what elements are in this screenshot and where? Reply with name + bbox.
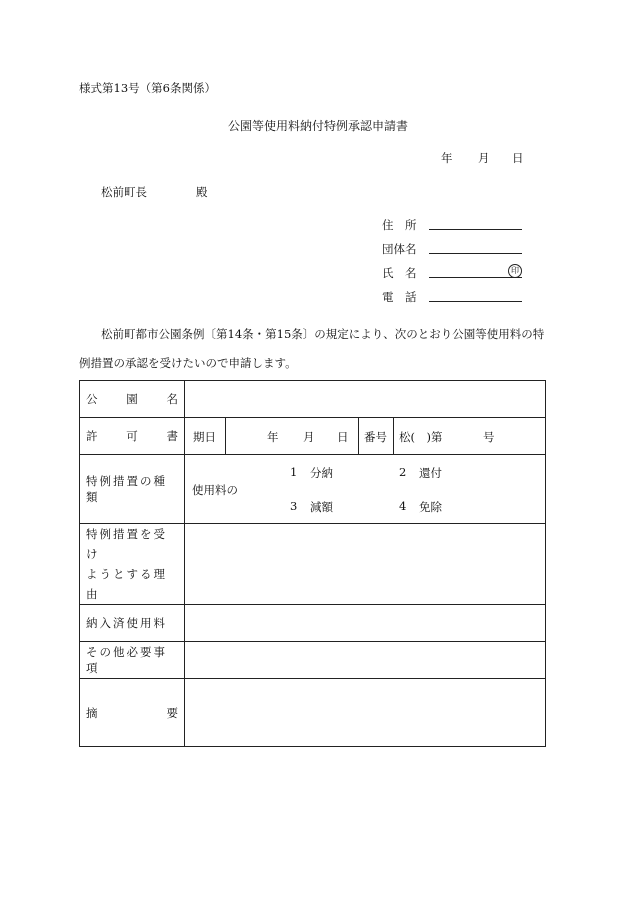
permit-month-label: 月 xyxy=(303,430,315,444)
date-month-label: 月 xyxy=(478,151,490,165)
option-installment[interactable]: 分納 xyxy=(310,466,333,480)
form-number: 様式第13号（第6条関係） xyxy=(79,81,216,95)
option-number: 2 xyxy=(399,465,407,479)
reason-label-line2: ようとする理由 xyxy=(86,567,167,601)
special-type-cell xyxy=(185,455,546,524)
other-label: その他必要事項 xyxy=(80,642,185,679)
name-label: 氏 名 xyxy=(382,266,417,280)
permit-number-prefix: 松( )第 xyxy=(399,430,443,444)
organization-label: 団体名 xyxy=(382,242,417,256)
park-name-label xyxy=(80,381,185,418)
usage-fee-of-label: 使用料の xyxy=(192,483,238,497)
permit-label-char: 許 xyxy=(86,429,98,443)
reason-label-line1: 特例措置を受け xyxy=(86,527,167,561)
phone-field[interactable] xyxy=(429,301,522,302)
paid-fee-field[interactable] xyxy=(185,605,546,642)
reason-field[interactable] xyxy=(185,524,546,605)
date-day-label: 日 xyxy=(512,151,524,165)
reason-label xyxy=(80,524,185,605)
summary-label-char: 摘 xyxy=(86,705,98,720)
divider xyxy=(225,418,226,454)
option-number: 4 xyxy=(399,499,407,513)
table-row-summary xyxy=(80,679,546,747)
permit-label-char: 書 xyxy=(166,429,178,443)
park-name-label-char: 公 xyxy=(86,392,98,406)
divider xyxy=(358,418,359,454)
addressee-name: 松前町長 xyxy=(101,185,147,199)
address-field[interactable] xyxy=(429,229,522,230)
application-table xyxy=(79,380,546,747)
table-row-reason xyxy=(80,524,546,605)
table-row-paid-fee xyxy=(80,605,546,642)
table-row-other xyxy=(80,642,546,679)
body-text-line1: 松前町都市公園条例〔第14条・第15条〕の規定により、次のとおり公園等使用料の特 xyxy=(101,327,545,341)
option-number: 1 xyxy=(290,465,298,479)
table-row-park-name xyxy=(80,381,546,418)
body-text-line2: 例措置の承認を受けたいので申請します。 xyxy=(79,356,297,370)
permit-label-char: 可 xyxy=(126,429,138,443)
park-name-label-char: 名 xyxy=(166,392,178,406)
permit-day-label: 日 xyxy=(337,430,349,444)
name-field[interactable] xyxy=(429,277,522,278)
park-name-label-char: 園 xyxy=(126,392,138,406)
table-row-special-type xyxy=(80,455,546,524)
paid-fee-label: 納入済使用料 xyxy=(80,605,185,642)
option-number: 3 xyxy=(290,499,298,513)
addressee-honorific: 殿 xyxy=(196,185,208,199)
phone-label: 電 話 xyxy=(382,290,417,304)
period-label: 期日 xyxy=(193,430,216,444)
special-type-label: 特例措置の種類 xyxy=(80,455,185,524)
permit-number-suffix: 号 xyxy=(483,430,495,444)
permit-label xyxy=(80,418,185,455)
number-label: 番号 xyxy=(364,430,387,444)
park-name-field[interactable] xyxy=(185,381,546,418)
option-exemption[interactable]: 免除 xyxy=(419,500,442,514)
table-row-permit xyxy=(80,418,546,455)
summary-label xyxy=(80,679,185,747)
other-field[interactable] xyxy=(185,642,546,679)
divider xyxy=(393,418,394,454)
summary-label-char: 要 xyxy=(166,705,178,720)
seal-mark-icon: 印 xyxy=(508,264,522,278)
option-refund[interactable]: 還付 xyxy=(419,466,442,480)
address-label: 住 所 xyxy=(382,218,417,232)
organization-field[interactable] xyxy=(429,253,522,254)
date-year-label: 年 xyxy=(441,151,453,165)
summary-field[interactable] xyxy=(185,679,546,747)
option-reduction[interactable]: 減額 xyxy=(310,500,333,514)
permit-cell xyxy=(185,418,546,455)
form-title: 公園等使用料納付特例承認申請書 xyxy=(228,119,409,133)
permit-year-label: 年 xyxy=(267,430,279,444)
